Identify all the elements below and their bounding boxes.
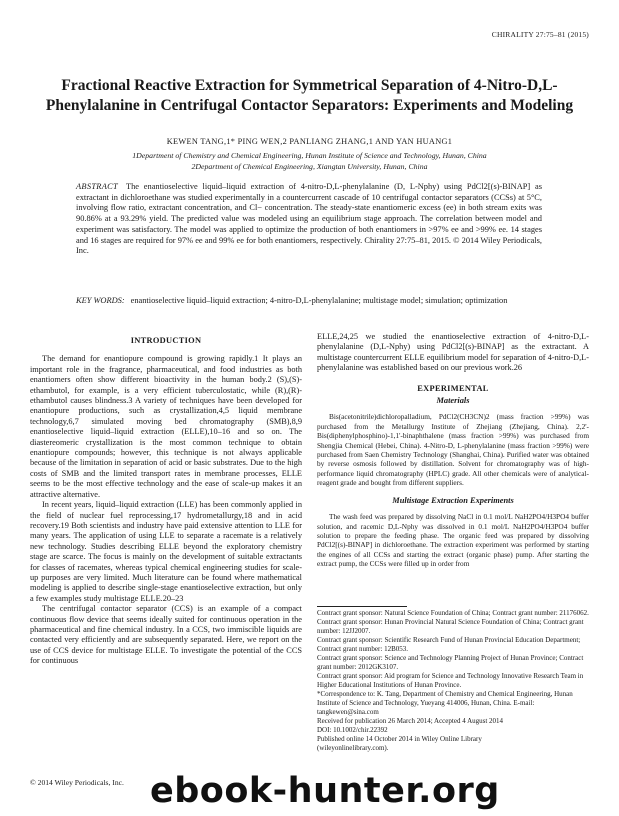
- experimental-heading: EXPERIMENTAL: [417, 383, 489, 393]
- footnote-line: (wileyonlinelibrary.com).: [317, 744, 389, 752]
- affiliation-2: 2Department of Chemical Engineering, Xiangtan University, Hunan, China: [191, 162, 428, 171]
- footnote-line: Contract grant sponsor: Scientific Research Fund of Hunan Provincial Education Department; Contract grant number: 12B053.: [317, 636, 581, 653]
- multistage-paragraph: The wash feed was prepared by dissolving NaCl in 0.1 mol/L NaH2PO4/H3PO4 buffer solution, and racemic D,L-Nphy was dissolved in 0.1 mol/L NaH2PO4/H3PO4 buffer solution to prepare the feeding phase. The organic feed was prepared by dissolving PdCl2[(s)-BINAP] in dichloroethane. The extraction experiment was performed by starting the engines of all CCSs and starting the extract (organic phase) pump. After starting the extract pump, the CCSs were filled up in order from: [317, 512, 589, 569]
- keywords-label: KEY WORDS:: [76, 296, 125, 305]
- intro-paragraph-1: The demand for enantiopure compound is growing rapidly.1 It plays an important role in the fragrance, pharmaceutical, and food industries as both enantiomers often show different bioactivity in the human body.2 (S),(S)-ethambutol, for example, is a very efficient tuberculostatic, while (R),(R)-ethambutol causes blindness.3 A variety of techniques have been developed for enantiopure productions, such as crystallization,4,5 liquid membrane technology,6,7 simulated moving bed chromatography (SMB),8,9 enantioselective liquid–liquid extraction (ELLE),10–16 and so on. The diastereomeric crystallization is the most common technique to obtain enantiopure compounds; however, this technique is not always applicable because of the limitation in separation of acid or basic substrates. Due to the high costs of SMB and the limited transport rates in membrane processes, ELLE seems to be the most effective technology and the ease of scale-up makes it an attractive alternative.: [30, 354, 302, 499]
- materials-paragraph: Bis(acetonitrile)dichloropalladium, PdCl2(CH3CN)2 (mass fraction >99%) was purchased from the Metallurgy Institute of Zhejiang (Zhejiang, China). 2,2'-Bis(diphenylphosphino)-1,1'-binaphthalene (mass fraction >99%) was purchased from Shengjia Chemical (Hebei, China). 4-Nitro-D, L-phenylalanine (mass fraction >99%) were purchased from Saen Chemistry Technology (Shanghai, China). Purified water was obtained by reverse osmosis followed by distillation. Solvent for chromatography was of high-performance liquid chromatography (HPLC) grade. All other chemicals were of analytical-reagent grade and bought from different suppliers.: [317, 412, 589, 488]
- footnote-line: Received for publication 26 March 2014; Accepted 4 August 2014: [317, 717, 504, 725]
- right-paragraph-1: ELLE,24,25 we studied the enantioselective extraction of 4-nitro-D,L-phenylalanine (D,L-Nphy) using PdCl2[(s)-BINAP] as the extractant. A multistage countercurrent ELLE equilibrium model for separation of 4-nitro-D,L-phenylalanine was established based on our previous work.26: [317, 332, 589, 373]
- author-list: KEWEN TANG,1* PING WEN,2 PANLIANG ZHANG,1 AND YAN HUANG1: [166, 137, 453, 146]
- footnote-line: *Correspondence to: K. Tang, Department of Chemistry and Chemical Engineering, Hunan Institute of Science and Technology, Yueyang 414006, Hunan, China. E-mail: tangkewen@sina.com: [317, 690, 573, 716]
- right-column: [317, 332, 589, 569]
- footnotes-block: [317, 609, 589, 753]
- multistage-heading: Multistage Extraction Experiments: [392, 495, 514, 505]
- intro-paragraph-3: The centrifugal contactor separator (CCS) is an example of a compact continuous flow device that seems ideally suited for continuous operation in the pharmaceutical and fine chemical industry. In a CCS, two immiscible liquids are contacted very efficiently and are subsequently separated. Here, we report on the use of CCS device for multistage ELLE. To investigate the potential of the CCS for continuous: [30, 604, 302, 666]
- left-column: [30, 336, 302, 667]
- keywords-text: enantioselective liquid–liquid extraction; 4-nitro-D,L-phenylalanine; multistage model; simulation; optimization: [130, 296, 508, 305]
- watermark-logo: ebook-hunter.org: [150, 768, 590, 814]
- introduction-heading: INTRODUCTION: [130, 336, 202, 345]
- affiliation-1: 1Department of Chemistry and Chemical Engineering, Hunan Institute of Science and Technology, Hunan, China: [132, 151, 487, 160]
- abstract-label: ABSTRACT: [76, 182, 118, 191]
- footnote-line: Contract grant sponsor: Science and Technology Planning Project of Hunan Province; Contract grant number: 2012GK3107.: [317, 654, 584, 671]
- abstract-block: [76, 182, 542, 257]
- footnote-line: Contract grant sponsor: Hunan Provincial Natural Science Foundation of China; Contract grant number: 12JJ2007.: [317, 618, 584, 635]
- footnote-divider: [317, 606, 407, 607]
- materials-heading: Materials: [436, 396, 470, 406]
- footnote-line: Contract grant sponsor: Natural Science Foundation of China; Contract grant number: 21176062.: [317, 609, 589, 617]
- abstract-text: The enantioselective liquid–liquid extraction of 4-nitro-D,L-phenylalanine (D, L-Nphy) using PdCl2[(s)-BINAP] as extractant in dichloroethane was studied experimentally in a countercurrent cascade of 10 centrifugal contactor separators (CCSs) at 5°C, involving flow ratio, extractant concentration, and Cl− concentration. The steady-state enantiomeric excess (ee) in both stream exits was 90.86% at a 93.29% yield. The predicted value was modeled using an equilibrium stage approach. The correlation between model and experiment was satisfactory. The model was applied to optimize the production of both enantiomers in >97% ee and >99% ee. 14 stages and 16 stages are required for 97% ee and 99% ee for both enantiomers, respectively. Chirality 27:75–81, 2015. © 2014 Wiley Periodicals, Inc.: [76, 182, 542, 256]
- intro-paragraph-2: In recent years, liquid–liquid extraction (LLE) has been commonly applied in the field of nuclear fuel reprocessing,17 hydrometallurgy,18 and in acid recovery.19 Both scientists and industry have paid extensive attention to LLE for many years. The application of using LLE to separate a racemate is a relatively new technology. Studies describing ELLE beyond the exploratory chemistry stage are scarce. The focus is mainly on the development of suitable extractants for classes of racemates, whereas typical chemical engineering studies for scale-up purposes are very limited. Much literature can be found where mathematical modeling is applied to describe single-stage enantioselective extraction, but only a few examples study multistage ELLE.20–23: [30, 500, 302, 603]
- footnote-line: DOI: 10.1002/chir.22392: [317, 726, 388, 734]
- footnote-line: Published online 14 October 2014 in Wiley Online Library: [317, 735, 482, 743]
- keywords-block: [76, 296, 542, 307]
- copyright-footer: © 2014 Wiley Periodicals, Inc.: [30, 778, 124, 787]
- footnote-line: Contract grant sponsor: Aid program for Science and Technology Innovative Research Team in Higher Educational Institutions of Hunan Province.: [317, 672, 584, 689]
- journal-reference: CHIRALITY 27:75–81 (2015): [491, 30, 589, 39]
- article-title: Fractional Reactive Extraction for Symmetrical Separation of 4-Nitro-D,L-Phenylalanine in Centrifugal Contactor Separators: Experiments and Modeling: [45, 77, 574, 114]
